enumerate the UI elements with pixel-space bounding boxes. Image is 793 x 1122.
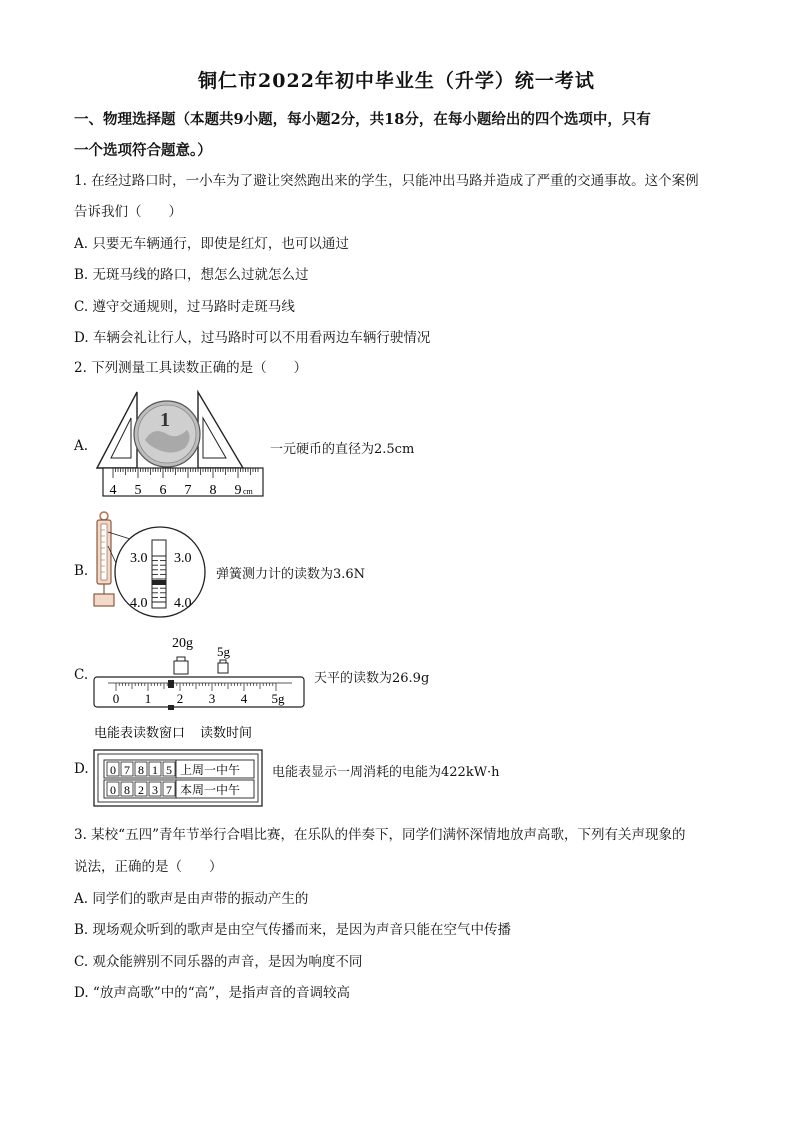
page-title: 铜仁市2022年初中毕业生（升学）统一考试: [198, 70, 595, 92]
energy-meter-figure: [92, 722, 267, 810]
scale-hook-top: [100, 512, 108, 520]
scale-right-bottom: 4.0: [174, 596, 192, 611]
meter-digit: 0: [110, 783, 116, 797]
meter-digit: 7: [124, 763, 130, 777]
q1-option-b: B. 无斑马线的路口，想怎么过就怎么过: [74, 267, 309, 283]
q2-stem: 2. 下列测量工具读数正确的是（ ）: [74, 360, 308, 376]
hanging-weight: [94, 594, 114, 606]
meter-digit: 8: [124, 783, 130, 797]
ruler-number: 4: [109, 483, 117, 498]
weight-20g-label: 20g: [172, 636, 193, 651]
ruler-number: 9: [234, 483, 242, 498]
spring-scale-figure: [88, 510, 213, 635]
scale-left-top: 3.0: [130, 551, 148, 566]
meter-header-right: 读数时间: [200, 725, 253, 740]
q2-option-d-caption: 电能表显示一周消耗的电能为422kW·h: [272, 765, 500, 780]
rider-icon: [168, 680, 174, 688]
q1-option-d: D. 车辆会礼让行人，过马路时可以不用看两边车辆行驶情况: [74, 330, 431, 346]
meter-time-this-week: 本周一中午: [180, 783, 241, 797]
meter-time-last-week: 上周一中午: [180, 763, 241, 777]
ruler-unit: cm: [243, 487, 253, 496]
q1-stem-line2: 告诉我们（ ）: [74, 204, 182, 220]
meter-row-2: [104, 780, 254, 798]
meter-digit: 5: [166, 763, 172, 777]
beam-number: 4: [240, 691, 248, 706]
q3-stem-line1: 3. 某校“五四”青年节举行合唱比赛，在乐队的伴奏下，同学们满怀深情地放声高歌，下列有关声现象的: [74, 827, 686, 843]
q2-option-b-caption: 弹簧测力计的读数为3.6N: [216, 567, 366, 582]
ruler-number: 8: [209, 483, 217, 498]
section-heading-line1: 一、物理选择题（本题共9小题，每小题2分，共18分，在每小题给出的四个选项中，只有: [74, 111, 651, 128]
scale-left-bottom: 4.0: [130, 596, 148, 611]
ruler-number: 6: [159, 483, 167, 498]
section-heading-line2: 一个选项符合题意。）: [74, 142, 212, 159]
beam-number: 0: [112, 691, 120, 706]
meter-digit: 8: [138, 763, 144, 777]
meter-digit: 7: [166, 783, 172, 797]
q2-option-a-label: A.: [74, 438, 89, 454]
weight-20g-icon: [174, 661, 188, 674]
q1-option-c: C. 遵守交通规则，过马路时走斑马线: [74, 299, 295, 315]
q2-option-c-caption: 天平的读数为26.9g: [314, 671, 430, 686]
beam-number: 5g: [271, 691, 285, 706]
balance-beam-figure: [92, 632, 307, 714]
pointer-icon: [152, 580, 166, 585]
q2-option-c-label: C.: [74, 667, 89, 683]
weight-5g-label: 5g: [217, 644, 230, 659]
meter-digit: 2: [138, 783, 144, 797]
q2-option-b-label: B.: [74, 563, 89, 579]
q2-option-d-label: D.: [74, 761, 89, 777]
beam-number: 3: [208, 691, 216, 706]
q1-stem-line1: 1. 在经过路口时，一小车为了避让突然跑出来的学生，只能冲出马路并造成了严重的交通事故。这个案例: [74, 173, 699, 189]
ruler-number: 7: [184, 483, 192, 498]
meter-digit: 1: [152, 763, 158, 777]
meter-digit: 0: [110, 763, 116, 777]
right-triangle-ruler: [198, 392, 243, 468]
section-heading: [74, 104, 734, 166]
q2-option-a-caption: 一元硬币的直径为2.5cm: [270, 442, 415, 457]
meter-row-1: [104, 760, 254, 778]
q3-stem-line2: 说法，正确的是（ ）: [74, 859, 223, 875]
coin-mark: 1: [160, 409, 170, 431]
beam-number: 2: [176, 691, 184, 706]
meter-header-left: 电能表读数窗口: [94, 725, 186, 740]
q3-option-d: D. “放声高歌”中的“高”，是指声音的音调较高: [74, 985, 351, 1001]
beam-number: 1: [144, 691, 152, 706]
weight-5g-icon: [218, 663, 228, 673]
coin-ruler-figure: [93, 386, 268, 502]
q3-option-b: B. 现场观众听到的歌声是由空气传播而来，是因为声音只能在空气中传播: [74, 922, 512, 938]
q1-option-a: A. 只要无车辆通行，即使是红灯，也可以通过: [74, 236, 349, 252]
q3-option-c: C. 观众能辨别不同乐器的声音，是因为响度不同: [74, 954, 363, 970]
q3-option-a: A. 同学们的歌声是由声带的振动产生的: [74, 891, 309, 907]
ruler-number: 5: [134, 483, 142, 498]
meter-digit: 3: [152, 783, 158, 797]
scale-right-top: 3.0: [174, 551, 192, 566]
